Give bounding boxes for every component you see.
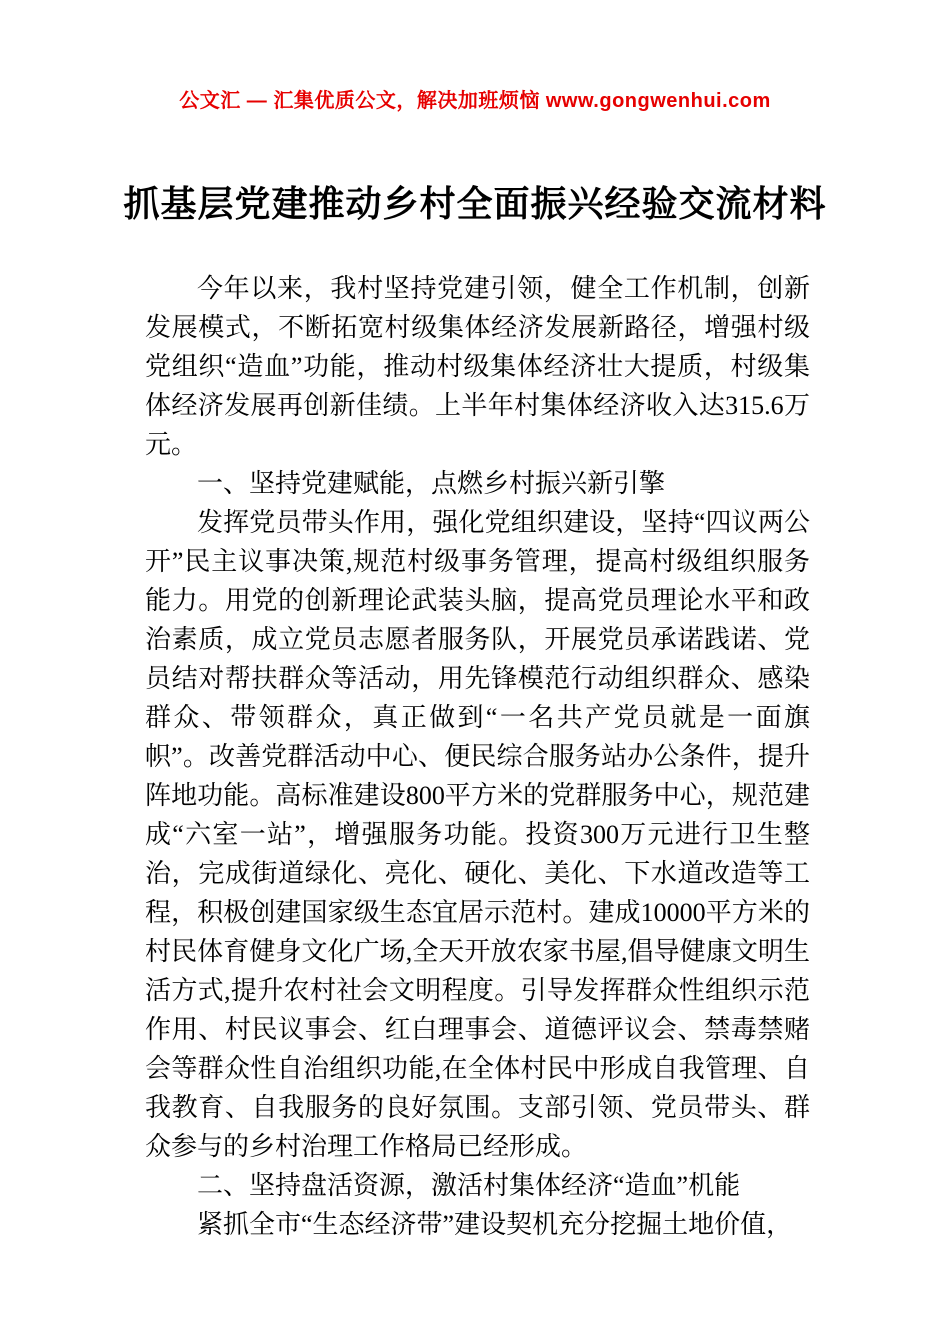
section-heading-2: 二、坚持盘活资源，激活村集体经济“造血”机能: [197, 1171, 741, 1200]
document-title: 抓基层党建推动乡村全面振兴经验交流材料: [123, 184, 827, 224]
paragraph-section-2: 紧抓全市“生态经济带”建设契机充分挖掘土地价值，: [197, 1210, 793, 1239]
paragraph-section-1: 发挥党员带头作用，强化党组织建设，坚持“四议两公开”民主议事决策,规范村级事务管理，提高村级组织服务能力。用党的创新理论武装头脑，提高党员理论水平和政治素质，成立党员志愿者服务队，开展党员承诺践诺、党员结对帮扶群众等活动，用先锋模范行动组织群众、感染群众、带领群众，真正做到“一名共产党员就是一面旗帜”。改善党群活动中心、便民综合服务站办公条件，提升阵地功能。高标准建设800平方米的党群服务中心，规范建成“六室一站”，增强服务功能。投资300万元进行卫生整治，完成街道绿化、亮化、硬化、美化、下水道改造等工程，积极创建国家级生态宜居示范村。建成10000平方米的村民体育健身文化广场,全天开放农家书屋,倡导健康文明生活方式,提升农村社会文明程度。引导发挥群众性组织示范作用、村民议事会、红白理事会、道德评议会、禁毒禁赌会等群众性自治组织功能,在全体村民中形成自我管理、自我教育、自我服务的良好氛围。支部引领、党员带头、群众参与的乡村治理工作格局已经形成。: [145, 508, 810, 1161]
site-watermark-header: 公文汇 — 汇集优质公文，解决加班烦恼 www.gongwenhui.com: [179, 90, 771, 112]
paragraph-intro: 今年以来，我村坚持党建引领，健全工作机制，创新发展模式，不断拓宽村级集体经济发展新路径，增强村级党组织“造血”功能，推动村级集体经济壮大提质，村级集体经济发展再创新佳绩。上半年村集体经济收入达315.6万元。: [145, 274, 810, 459]
document-body: [145, 269, 810, 1244]
section-heading-1: 一、坚持党建赋能，点燃乡村振兴新引擎: [197, 469, 666, 498]
